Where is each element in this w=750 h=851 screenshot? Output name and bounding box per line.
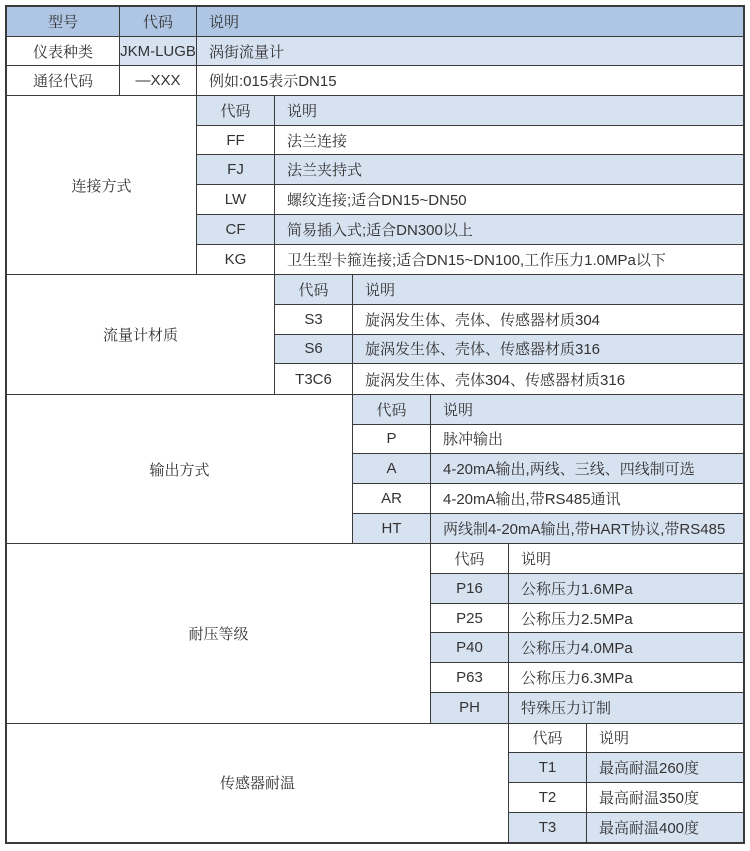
code-row [353, 484, 743, 514]
description-cell: 4-20mA输出,带RS485通讯 [443, 490, 621, 508]
column-header-code: 代码 [120, 7, 197, 36]
section-subtable [509, 724, 743, 843]
code-row [353, 514, 743, 544]
code-cell: HT [353, 514, 431, 544]
sub-header-description: 说明 [365, 282, 396, 300]
description-cell: 旋涡发生体、壳体、传感器材质304 [365, 311, 601, 329]
code-row [197, 126, 743, 156]
row-instrument-type [7, 37, 743, 67]
code-cell: —XXX [120, 66, 197, 95]
row-label: 仪表种类 [7, 37, 120, 66]
description-cell: 简易插入式;适合DN300以上 [287, 221, 473, 239]
column-header-model: 型号 [7, 7, 120, 36]
code-row [275, 335, 743, 365]
sub-header-description: 说明 [287, 102, 318, 120]
description-cell: 旋涡发生体、壳体304、传感器材质316 [365, 371, 626, 389]
code-row [509, 783, 743, 813]
code-cell: PH [431, 693, 509, 723]
code-cell: T1 [509, 753, 587, 782]
row-label: 通径代码 [7, 66, 120, 95]
code-row [197, 245, 743, 275]
sub-header-code: 代码 [353, 395, 431, 424]
sub-header-description: 说明 [443, 401, 474, 419]
section-label: 流量计材质 [7, 275, 275, 394]
code-cell: CF [197, 215, 275, 244]
description-cell: 公称压力6.3MPa [521, 669, 633, 687]
code-cell: P40 [431, 633, 509, 662]
sub-header-code: 代码 [197, 96, 275, 125]
section-meter-material [7, 275, 743, 395]
sub-header-code: 代码 [431, 544, 509, 573]
section-subtable [353, 395, 743, 543]
code-row [197, 215, 743, 245]
description-cell: 公称压力4.0MPa [521, 640, 633, 658]
section-label: 传感器耐温 [7, 724, 509, 843]
section-sensor-temperature [7, 724, 743, 843]
sub-header-description: 说明 [599, 730, 630, 748]
code-row [275, 305, 743, 335]
code-row [197, 185, 743, 215]
code-cell: FJ [197, 155, 275, 184]
code-cell: T3C6 [275, 364, 353, 394]
row-diameter-code [7, 66, 743, 96]
description-cell: 卫生型卡箍连接;适合DN15~DN100,工作压力1.0MPa以下 [287, 251, 666, 269]
code-cell: A [353, 454, 431, 483]
code-row [431, 693, 743, 723]
code-cell: FF [197, 126, 275, 155]
code-row [353, 454, 743, 484]
section-subtable [275, 275, 743, 394]
section-subtable [431, 544, 743, 722]
sub-header-description: 说明 [521, 551, 552, 569]
description-cell: 最高耐温400度 [599, 819, 700, 837]
code-row [509, 813, 743, 843]
code-row [431, 663, 743, 693]
description-cell: 4-20mA输出,两线、三线、四线制可选 [443, 461, 695, 479]
section-label: 输出方式 [7, 395, 353, 543]
table-header-row [7, 7, 743, 37]
code-cell: AR [353, 484, 431, 513]
description-cell: 两线制4-20mA输出,带HART协议,带RS485 [443, 521, 726, 539]
description-cell: 例如:015表示DN15 [197, 66, 743, 95]
description-cell: 脉冲输出 [443, 431, 504, 449]
description-cell: 公称压力2.5MPa [521, 610, 633, 628]
code-row [509, 753, 743, 783]
sub-header-row [353, 395, 743, 425]
sub-header-row [431, 544, 743, 574]
description-cell: 涡街流量计 [197, 37, 743, 66]
sub-header-code: 代码 [509, 724, 587, 753]
code-row [431, 574, 743, 604]
code-cell: T2 [509, 783, 587, 812]
description-cell: 最高耐温350度 [599, 789, 700, 807]
code-cell: P25 [431, 604, 509, 633]
code-cell: S3 [275, 305, 353, 334]
section-subtable [197, 96, 743, 274]
code-row [275, 364, 743, 394]
code-cell: KG [197, 245, 275, 275]
column-header-description: 说明 [197, 7, 743, 36]
code-row [431, 633, 743, 663]
code-cell: P63 [431, 663, 509, 692]
section-label: 耐压等级 [7, 544, 431, 722]
code-row [353, 425, 743, 455]
section-pressure-rating [7, 544, 743, 723]
code-cell: P16 [431, 574, 509, 603]
code-cell: T3 [509, 813, 587, 843]
code-cell: S6 [275, 335, 353, 364]
code-row [431, 604, 743, 634]
description-cell: 法兰连接 [287, 132, 348, 150]
code-cell: JKM-LUGB [120, 37, 197, 66]
description-cell: 公称压力1.6MPa [521, 580, 633, 598]
code-cell: P [353, 425, 431, 454]
sub-header-row [509, 724, 743, 754]
section-label: 连接方式 [7, 96, 197, 274]
sub-header-row [197, 96, 743, 126]
model-code-table [5, 5, 745, 844]
section-output-mode [7, 395, 743, 544]
description-cell: 法兰夹持式 [287, 162, 363, 180]
description-cell: 螺纹连接;适合DN15~DN50 [287, 191, 467, 209]
sub-header-row [275, 275, 743, 305]
code-row [197, 155, 743, 185]
sub-header-code: 代码 [275, 275, 353, 304]
description-cell: 最高耐温260度 [599, 760, 700, 778]
code-cell: LW [197, 185, 275, 214]
section-connection-type [7, 96, 743, 275]
description-cell: 特殊压力订制 [521, 700, 612, 718]
description-cell: 旋涡发生体、壳体、传感器材质316 [365, 341, 601, 359]
